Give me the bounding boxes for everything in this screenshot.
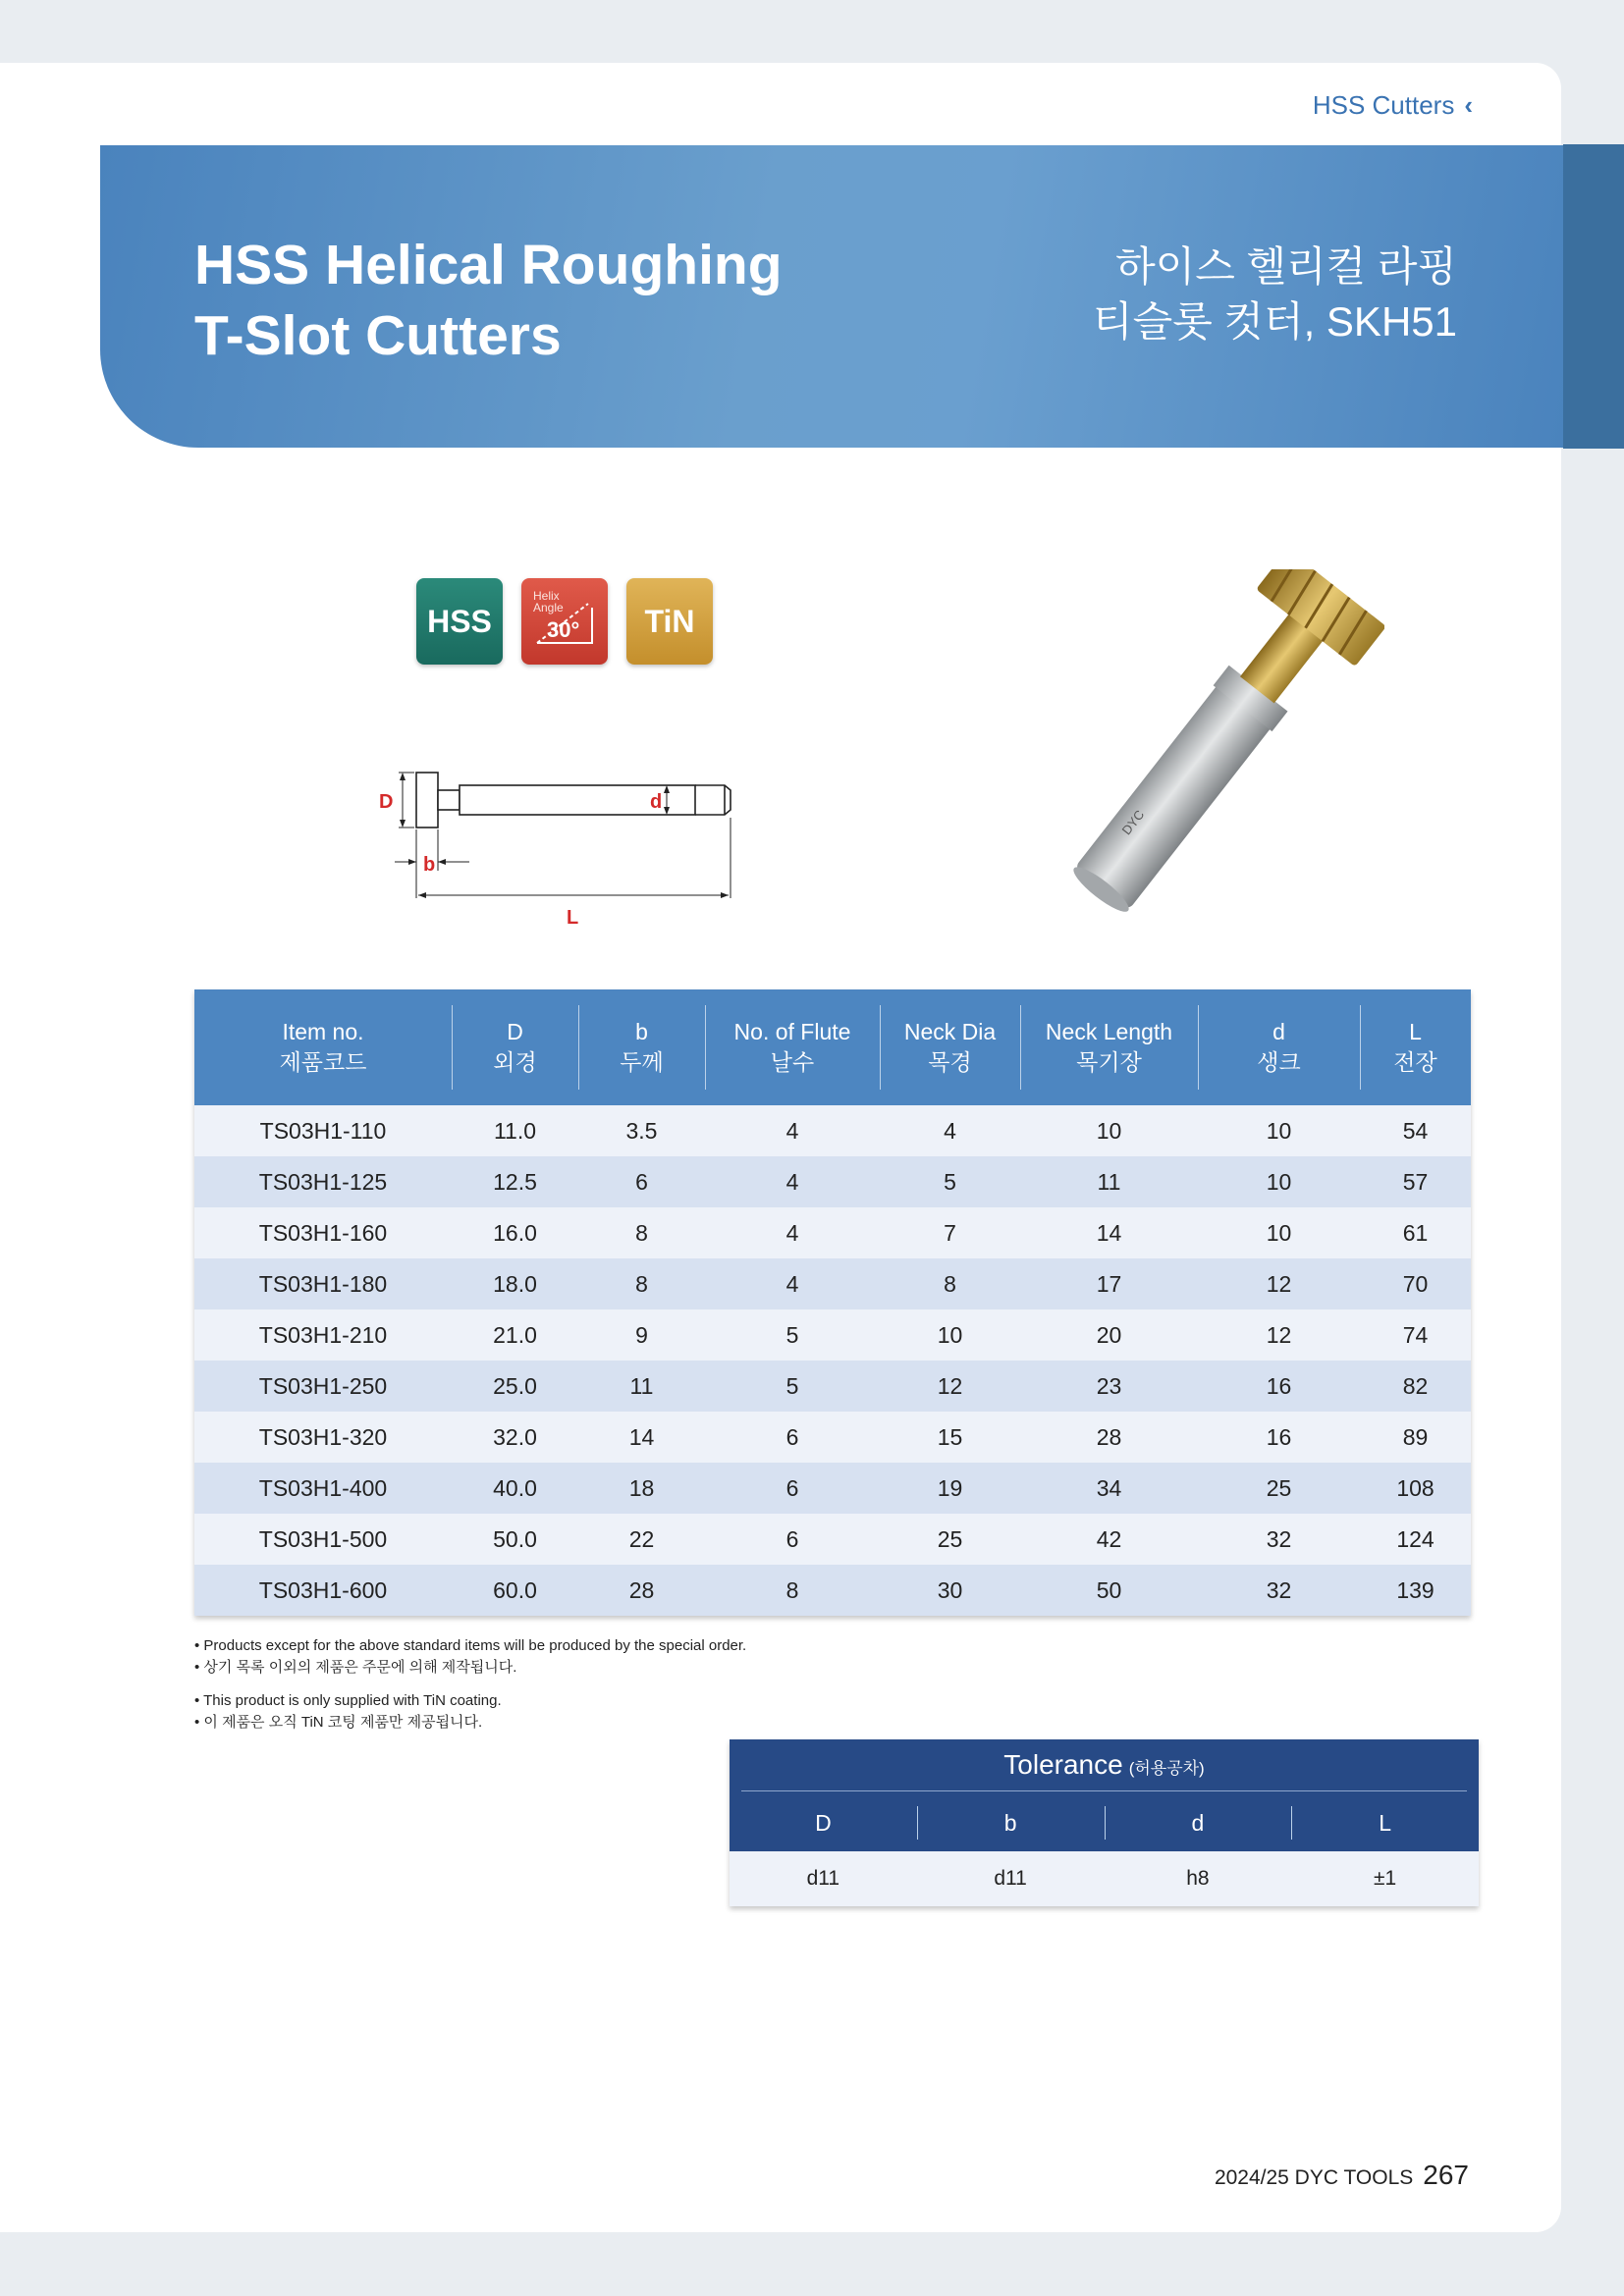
table-row: TS03H1-400 40.0 18 6 19 34 25 108 [194,1463,1471,1514]
table-header-row [194,989,1471,1105]
table-row: TS03H1-125 12.5 6 4 5 11 10 57 [194,1156,1471,1207]
hss-badge-label: HSS [427,603,492,639]
col-header-D: D 외경 [452,989,578,1105]
tin-badge [626,578,713,665]
helix-angle-value: 30° [547,617,580,642]
tolerance-value-L: ±1 [1374,1867,1397,1890]
tolerance-header [730,1739,1479,1851]
tolerance-title [730,1749,1479,1781]
tolerance-table [730,1739,1479,1906]
col-header-item-no: Item no. 제품코드 [194,989,452,1105]
title-banner [100,145,1563,448]
table-row: TS03H1-320 32.0 14 6 15 28 16 89 [194,1412,1471,1463]
title-english [194,230,783,371]
table-row: TS03H1-600 60.0 28 8 30 50 32 139 [194,1565,1471,1616]
table-row: TS03H1-110 11.0 3.5 4 4 10 10 54 [194,1105,1471,1156]
tolerance-col-d: d [1105,1806,1292,1840]
note-special-order-en: • Products except for the above standard items will be produced by the special order. [194,1637,747,1654]
side-rail [1563,144,1624,449]
col-header-b: b 두께 [578,989,705,1105]
col-header-neck-length: Neck Length 목기장 [1020,989,1198,1105]
tolerance-title-kr: (허용공차) [1128,1759,1205,1778]
table-row: TS03H1-210 21.0 9 5 10 20 12 74 [194,1309,1471,1361]
table-row: TS03H1-250 25.0 11 5 12 23 16 82 [194,1361,1471,1412]
tolerance-divider [741,1790,1467,1791]
product-photo [943,569,1384,942]
dim-d-label: d [650,791,663,813]
title-english-line1: HSS Helical Roughing [194,234,783,296]
chevron-left-icon: ‹ [1464,90,1473,120]
footnotes [194,1635,746,1734]
tolerance-value-d: h8 [1186,1867,1210,1890]
footer-label: 2024/25 DYC TOOLS [1214,2166,1414,2189]
page-footer [1215,2160,1469,2191]
tolerance-col-L: L [1291,1806,1479,1840]
tolerance-columns [730,1806,1479,1840]
tolerance-values-row [730,1851,1479,1906]
dim-D-label: D [379,791,394,813]
section-label-text: HSS Cutters [1312,90,1455,120]
cutter-dimension-diagram [365,761,738,937]
title-korean-line1: 하이스 헬리컬 라핑 [1115,243,1457,290]
helix-label-line1: Helix [533,589,560,603]
tolerance-col-D: D [815,1810,832,1836]
helix-angle-badge [521,578,608,665]
col-header-flutes: No. of Flute 날수 [705,989,880,1105]
tolerance-title-en: Tolerance [1003,1749,1123,1780]
section-label [1227,90,1473,121]
tolerance-col-b: b [917,1806,1105,1840]
title-english-line2: T-Slot Cutters [194,304,562,367]
tolerance-value-D: d11 [806,1867,840,1890]
col-header-neck-dia: Neck Dia 목경 [880,989,1020,1105]
tin-badge-label: TiN [644,603,695,639]
title-korean [1093,240,1457,349]
dim-L-label: L [567,907,579,929]
tolerance-value-b: d11 [994,1867,1027,1890]
svg-text:DYC: DYC [1118,807,1148,838]
table-row: TS03H1-160 16.0 8 4 7 14 10 61 [194,1207,1471,1258]
hss-badge [416,578,503,665]
helix-label-line2: Angle [533,601,564,614]
col-header-d: d 생크 [1198,989,1360,1105]
page-number: 267 [1423,2160,1469,2190]
table-row: TS03H1-180 18.0 8 4 8 17 12 70 [194,1258,1471,1309]
note-special-order-kr: • 상기 목록 이외의 제품은 주문에 의해 제작됩니다. [194,1659,517,1676]
note-tin-coating-en: • This product is only supplied with TiN coating. [194,1692,502,1709]
note-tin-coating-kr: • 이 제품은 오직 TiN 코팅 제품만 제공됩니다. [194,1714,483,1731]
product-spec-table [194,989,1471,1616]
table-row: TS03H1-500 50.0 22 6 25 42 32 124 [194,1514,1471,1565]
dim-b-label: b [423,854,436,876]
title-korean-line2: 티슬롯 컷터, SKH51 [1093,298,1457,345]
col-header-L: L 전장 [1360,989,1471,1105]
